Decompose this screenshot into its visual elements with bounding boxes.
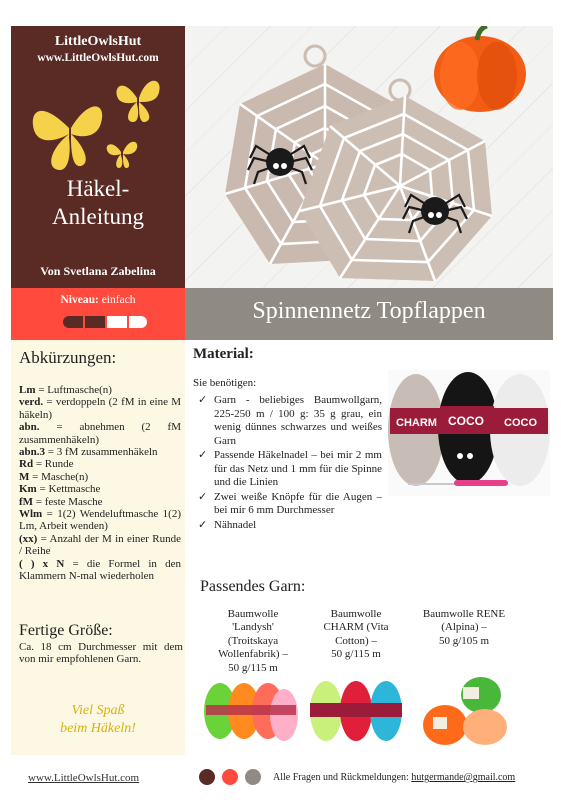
abbreviation-text: = Runde <box>33 458 74 471</box>
yarn-line: 50 g/115 m <box>331 648 381 661</box>
material-item-text: Nähnadel <box>214 518 257 531</box>
material-heading: Material: <box>193 346 254 362</box>
checkmark-icon: ✓ <box>198 449 208 461</box>
abbreviation-item <box>19 384 181 396</box>
contact-email[interactable]: hutgermande@gmail.com <box>411 772 516 783</box>
title-line-1: Häkel- <box>66 176 130 201</box>
checkmark-icon: ✓ <box>198 490 208 503</box>
hero-photo <box>185 26 553 288</box>
product-title: Spinnennetz Topflappen <box>252 298 486 324</box>
yarn-image-charm <box>308 675 404 747</box>
yarn-image-landysh <box>202 675 298 747</box>
material-item <box>198 519 382 533</box>
yarn-option-landysh <box>197 608 309 675</box>
abbreviation-key: (xx) <box>19 532 38 545</box>
footer-url[interactable]: www.LittleOwlsHut.com <box>28 772 140 784</box>
yarn-line: 'Landysh' <box>232 621 274 634</box>
yarn-line: Baumwolle RENE <box>422 608 506 620</box>
abbreviation-text: = abnehmen (2 fM zusammenhäkeln) <box>19 421 181 446</box>
abbreviation-text: = Luftmasche(n) <box>35 384 112 396</box>
level-panel <box>11 288 185 340</box>
color-dots-icon <box>198 768 268 786</box>
yarn-line: (Troitskaya <box>227 634 279 647</box>
potholder-image <box>185 26 553 288</box>
yarn-option-charm <box>300 608 412 662</box>
abbreviation-item <box>19 496 181 508</box>
label-charm: CHARM <box>396 417 437 429</box>
abbreviation-item <box>19 446 181 458</box>
needs-text: Sie benötigen: <box>193 377 257 389</box>
fun-line-2: beim Häkeln! <box>60 721 136 736</box>
abbreviation-text: = 1(2) Wendeluftmasche 1(2) Lm, Arbeit wenden) <box>19 508 181 533</box>
yarn-line: Baumwolle <box>227 608 279 620</box>
abbreviation-text: = Kettmasche <box>36 483 101 496</box>
material-item <box>198 449 382 490</box>
level-label: Niveau: <box>60 294 99 306</box>
abbreviation-text: = Masche(n) <box>29 470 89 483</box>
yarn-line: 50 g/115 m <box>228 661 278 674</box>
abbreviation-item <box>19 508 181 533</box>
yarn-line: Wollenfabrik) – <box>218 648 288 661</box>
title-band <box>185 288 553 340</box>
abbreviation-key: Wlm <box>19 508 43 521</box>
checkmark-icon: ✓ <box>198 394 208 406</box>
abbreviations-heading: Abkürzungen: <box>19 348 117 367</box>
abbreviations-panel <box>11 340 185 755</box>
yarn-line: 50 g/105 m <box>438 634 490 647</box>
brand-url[interactable]: www.LittleOwlsHut.com <box>37 52 159 64</box>
contact-prefix: Alle Fragen und Rückmeldungen: <box>273 772 412 783</box>
title-line-2: Anleitung <box>52 204 144 229</box>
abbreviation-key: fM <box>19 495 34 508</box>
yarn-option-rene <box>408 608 520 648</box>
abbreviation-text: = verdoppeln (2 fM in eine M häkeln) <box>19 396 181 421</box>
size-heading: Fertige Größe: <box>19 622 113 639</box>
brand-panel <box>11 26 185 288</box>
yarn-line: CHARM (Vita <box>323 621 389 634</box>
yarn-line: Cotton) – <box>335 634 377 647</box>
abbreviation-text: = die Formel in den Klammern N-mal wiederholen <box>19 557 181 583</box>
yarn-image-rene <box>417 675 513 747</box>
abbreviations-list <box>19 384 181 583</box>
label-coco-2: COCO <box>504 417 537 429</box>
size-text: Ca. 18 cm Durchmesser mit dem von mir empfohlenen Garn. <box>19 641 183 666</box>
author: Von Svetlana Zabelina <box>40 264 156 278</box>
abbreviation-item <box>19 396 181 421</box>
material-item <box>198 394 382 448</box>
abbreviation-key: Km <box>19 483 37 496</box>
abbreviation-key: Rd <box>19 458 34 471</box>
abbreviation-item <box>19 533 181 558</box>
material-item <box>198 491 382 518</box>
abbreviation-item <box>19 421 181 446</box>
abbreviation-key: ( ) x N <box>19 557 65 570</box>
abbreviation-text: = Anzahl der M in einer Runde / Reihe <box>19 532 181 558</box>
butterflies-icon <box>29 68 169 178</box>
materials-photo <box>388 370 550 496</box>
level-text <box>11 294 185 306</box>
abbreviation-key: M <box>19 470 30 483</box>
checkmark-icon: ✓ <box>198 518 208 531</box>
yarn-line: Baumwolle <box>330 608 382 620</box>
fun-text <box>11 702 185 738</box>
contact-line <box>273 772 515 783</box>
abbreviation-text: = 3 fM zusammenhäkeln <box>45 446 158 459</box>
abbreviation-key: abn.3 <box>19 446 45 459</box>
material-item-text: Garn - beliebiges Baumwollgarn, 225-250 m / 100 g: 35 g grau, ein wenig dünnes schwarzes und weißes Garn <box>214 394 382 447</box>
abbreviation-item <box>19 471 181 483</box>
level-value: einfach <box>101 294 136 306</box>
fun-line-1: Viel Spaß <box>71 703 125 718</box>
brand-name: LittleOwlsHut <box>54 34 142 49</box>
material-item-text: Passende Häkelnadel – bei mir 2 mm für das Netz und 1 mm für die Spinne und die Linien <box>214 449 382 488</box>
abbreviation-item <box>19 483 181 495</box>
label-coco-1: COCO <box>448 414 484 428</box>
yarn-line: (Alpina) – <box>441 621 487 634</box>
yarn-balls-image <box>388 370 550 496</box>
abbreviation-text: = feste Masche <box>33 495 103 508</box>
abbreviation-item <box>19 558 181 583</box>
material-item-text: Zwei weiße Knöpfe für die Augen – bei mir 6 mm Durchmesser <box>214 490 382 516</box>
material-list <box>198 394 382 533</box>
abbreviation-key: verd. <box>19 396 44 409</box>
abbreviation-key: abn. <box>19 421 40 434</box>
yarn-heading: Passendes Garn: <box>200 578 306 595</box>
abbreviation-key: Lm <box>19 384 36 396</box>
difficulty-icon <box>63 314 149 330</box>
abbreviation-item <box>19 458 181 470</box>
